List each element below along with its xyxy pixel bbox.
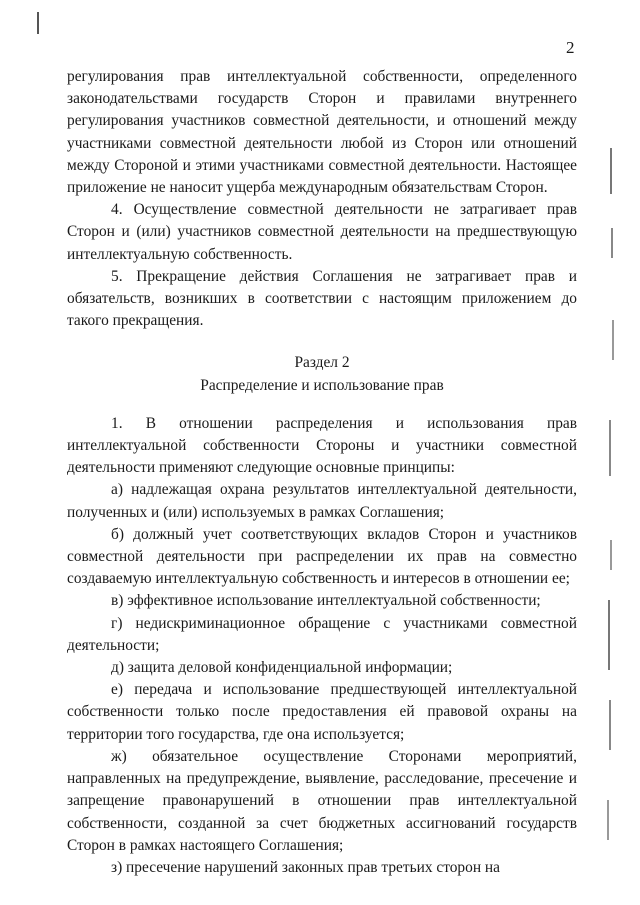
paragraph-continuation: регулирования прав интеллектуальной собственности, определенного законодательствами государств Сторон и правилами внутреннего регулирования участников совместной деятельности, и отношений между участниками совместной деятельности любой из Сторон или отношений между Стороной и этими участниками совместной деятельности. Настоящее приложение не наносит ущерба международным обязательствам Сторон.: [67, 68, 577, 197]
principle-z: з) пресечение нарушений законных прав третьих сторон на: [111, 858, 500, 876]
scan-edge-mark: [611, 228, 613, 258]
section-title: Распределение и использование прав: [200, 376, 444, 394]
scan-edge-mark: [610, 148, 612, 194]
page-number: 2: [566, 38, 575, 57]
principle-g: г) недискриминационное обращение с участниками совместной деятельности;: [67, 614, 577, 654]
principle-d: д) защита деловой конфиденциальной информации;: [111, 659, 453, 677]
scan-edge-mark: [609, 700, 611, 750]
paragraph-item-4: 4. Осуществление совместной деятельности не затрагивает прав Сторон и (или) участников совместной деятельности на предшествующую интеллектуальную собственность.: [67, 201, 577, 263]
section-number: Раздел 2: [294, 354, 350, 372]
principle-v: в) эффективное использование интеллектуальной собственности;: [111, 592, 541, 610]
scan-edge-mark: [607, 800, 609, 840]
principle-b: б) должный учет соответствующих вкладов Сторон и участников совместной деятельности при распределении их прав на совместно создаваемую интеллектуальную собственность и интересов в отношении ее;: [67, 525, 577, 588]
document-body: [67, 66, 577, 879]
paragraph-item-5: 5. Прекращение действия Соглашения не затрагивает прав и обязательств, возникших в соответствии с настоящим приложением до такого прекращения.: [67, 267, 577, 330]
scan-edge-mark: [610, 540, 612, 570]
clause-1: 1. В отношении распределения и использования прав интеллектуальной собственности Стороны и участники совместной деятельности применяют следующие основные принципы:: [67, 414, 577, 477]
scan-edge-mark: [37, 12, 39, 34]
scan-edge-mark: [612, 320, 614, 360]
principle-zh: ж) обязательное осуществление Сторонами мероприятий, направленных на предупреждение, выявление, расследование, пресечение и запрещение правонарушений в отношении прав интеллектуальной собственности, созданной за счет бюджетных ассигнований государств Сторон в рамках настоящего Соглашения;: [67, 747, 577, 854]
principle-e: е) передача и использование предшествующей интеллектуальной собственности только после предоставления ей правовой охраны на территории того государства, где она используется;: [67, 681, 577, 743]
scan-edge-mark: [609, 420, 611, 476]
scan-edge-mark: [608, 600, 610, 670]
principle-a: а) надлежащая охрана результатов интеллектуальной деятельности, полученных и (или) используемых в рамках Соглашения;: [67, 481, 577, 521]
